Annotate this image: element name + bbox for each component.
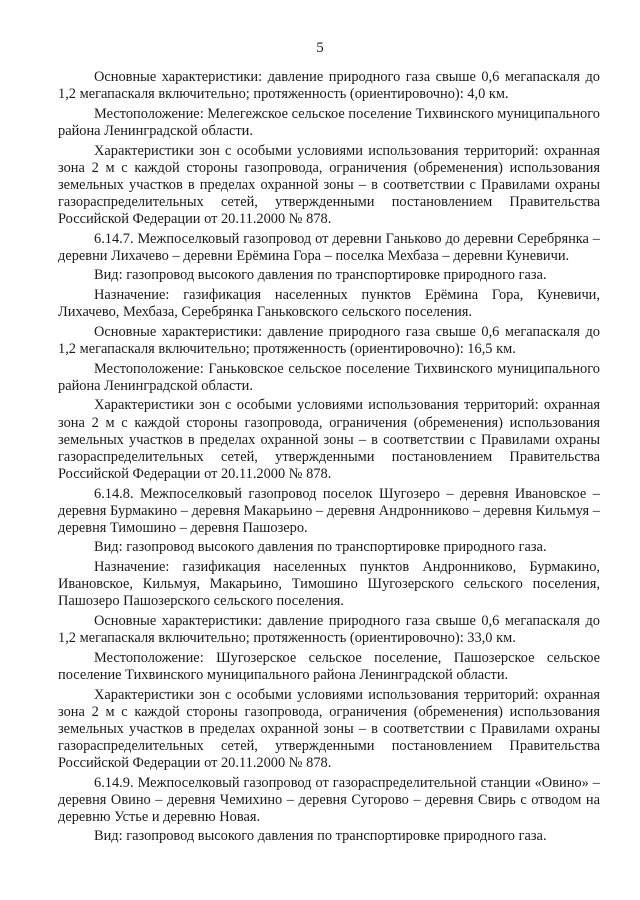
paragraph-type: Вид: газопровод высокого давления по транспортировке природного газа. (94, 828, 547, 845)
paragraph-characteristics-4km: Основные характеристики: давление природного газа свыше 0,6 мегапаскаля до 1,2 мегапаскаля включительно; протяженность (ориентировочно): 4,0 км. (58, 69, 600, 103)
paragraph-location-gankovo: Местоположение: Ганьковское сельское поселение Тихвинского муниципального района Ленинградской области. (58, 360, 600, 394)
paragraph-zone-characteristics: Характеристики зон с особыми условиями использования территорий: охранная зона 2 м с каждой стороны газопровода, ограничения (обременения) использования земельных участков в пределах охранной зоны – в соответствии с Правилами охраны газораспределительных сетей, утвержденными постановлением Правительства Российской Федерации от 20.11.2000 № 878. (58, 686, 600, 771)
page-number: 5 (316, 40, 324, 56)
paragraph-characteristics-16-5km: Основные характеристики: давление природного газа свыше 0,6 мегапаскаля до 1,2 мегапаскаля включительно; протяженность (ориентировочно): 16,5 км. (58, 323, 600, 357)
section-heading-6-14-7: 6.14.7. Межпоселковый газопровод от деревни Ганьково до деревни Серебрянка – деревни Лихачево – деревни Ерёмина Гора – поселка Мехбаза – деревни Куневичи. (58, 230, 600, 264)
paragraph-purpose: Назначение: газификация населенных пунктов Андронниково, Бурмакино, Ивановское, Кильмуя, Макарьино, Тимошино Шугозерского сельского поселения, Пашозеро Пашозерского сельского поселения. (58, 559, 600, 610)
paragraph-location-shugozero: Местоположение: Шугозерское сельское поселение, Пашозерское сельское поселение Тихвинского муниципального района Ленинградской области. (58, 649, 600, 683)
section-heading-6-14-8: 6.14.8. Межпоселковый газопровод поселок Шугозеро – деревня Ивановское – деревня Бурмакино – деревня Макарьино – деревня Андронниково – деревня Кильмуя – деревня Тимошино – деревня Пашозеро. (58, 485, 600, 536)
paragraph-zone-characteristics: Характеристики зон с особыми условиями использования территорий: охранная зона 2 м с каждой стороны газопровода, ограничения (обременения) использования земельных участков в пределах охранной зоны – в соответствии с Правилами охраны газораспределительных сетей, утвержденными постановлением Правительства Российской Федерации от 20.11.2000 № 878. (58, 142, 600, 227)
paragraph-type: Вид: газопровод высокого давления по транспортировке природного газа. (94, 267, 547, 284)
document-body (58, 69, 600, 848)
paragraph-purpose: Назначение: газификация населенных пунктов Ерёмина Гора, Куневичи, Лихачево, Мехбаза, Серебрянка Ганьковского сельского поселения. (58, 287, 600, 321)
section-heading-6-14-9: 6.14.9. Межпоселковый газопровод от газораспределительной станции «Овино» – деревня Овино – деревня Чемихино – деревня Сугорово – деревня Свирь с отводом на деревню Устье и деревню Новая. (58, 774, 600, 825)
paragraph-characteristics-33km: Основные характеристики: давление природного газа свыше 0,6 мегапаскаля до 1,2 мегапаскаля включительно; протяженность (ориентировочно): 33,0 км. (58, 612, 600, 647)
paragraph-type: Вид: газопровод высокого давления по транспортировке природного газа. (94, 539, 547, 556)
paragraph-zone-characteristics: Характеристики зон с особыми условиями использования территорий: охранная зона 2 м с каждой стороны газопровода, ограничения (обременения) использования земельных участков в пределах охранной зоны – в соответствии с Правилами охраны газораспределительных сетей, утвержденными постановлением Правительства Российской Федерации от 20.11.2000 № 878. (58, 397, 600, 482)
paragraph-location-melegezh: Местоположение: Мелегежское сельское поселение Тихвинского муниципального района Ленинградской области. (58, 105, 600, 139)
